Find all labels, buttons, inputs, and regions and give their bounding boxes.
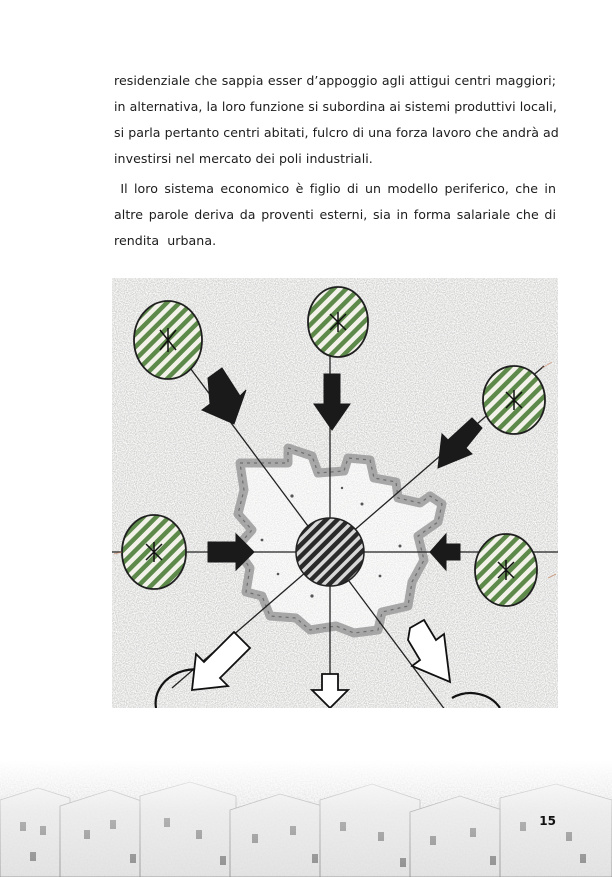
paragraph-1 <box>114 68 559 172</box>
satellite-top-left <box>134 301 202 379</box>
text-line: si parla pertanto centri abitati, fulcro di una forza lavoro che andrà ad <box>114 125 559 140</box>
central-core <box>296 518 364 586</box>
satellite-top-right <box>483 366 545 434</box>
satellite-top <box>308 287 368 357</box>
centre-periphery-sketch <box>112 278 558 708</box>
page-number: 15 <box>539 814 556 828</box>
satellite-right <box>475 534 537 606</box>
text-line: residenziale che sappia esser d’appoggio agli attigui centri maggiori; <box>114 73 556 88</box>
text-line: altre parole deriva da proventi esterni, sia in forma salariale che di <box>114 207 556 222</box>
text-line: investirsi nel mercato dei poli industriali. <box>114 151 373 166</box>
paragraph-2 <box>114 176 556 254</box>
text-line: Il loro sistema economico è figlio di un modello periferico, che in <box>114 181 556 196</box>
satellite-left <box>122 515 186 589</box>
text-line: in alternativa, la loro funzione si subordina ai sistemi produttivi locali, <box>114 99 557 114</box>
text-line: rendita urbana. <box>114 233 217 248</box>
footer-town-sketch <box>0 760 612 877</box>
